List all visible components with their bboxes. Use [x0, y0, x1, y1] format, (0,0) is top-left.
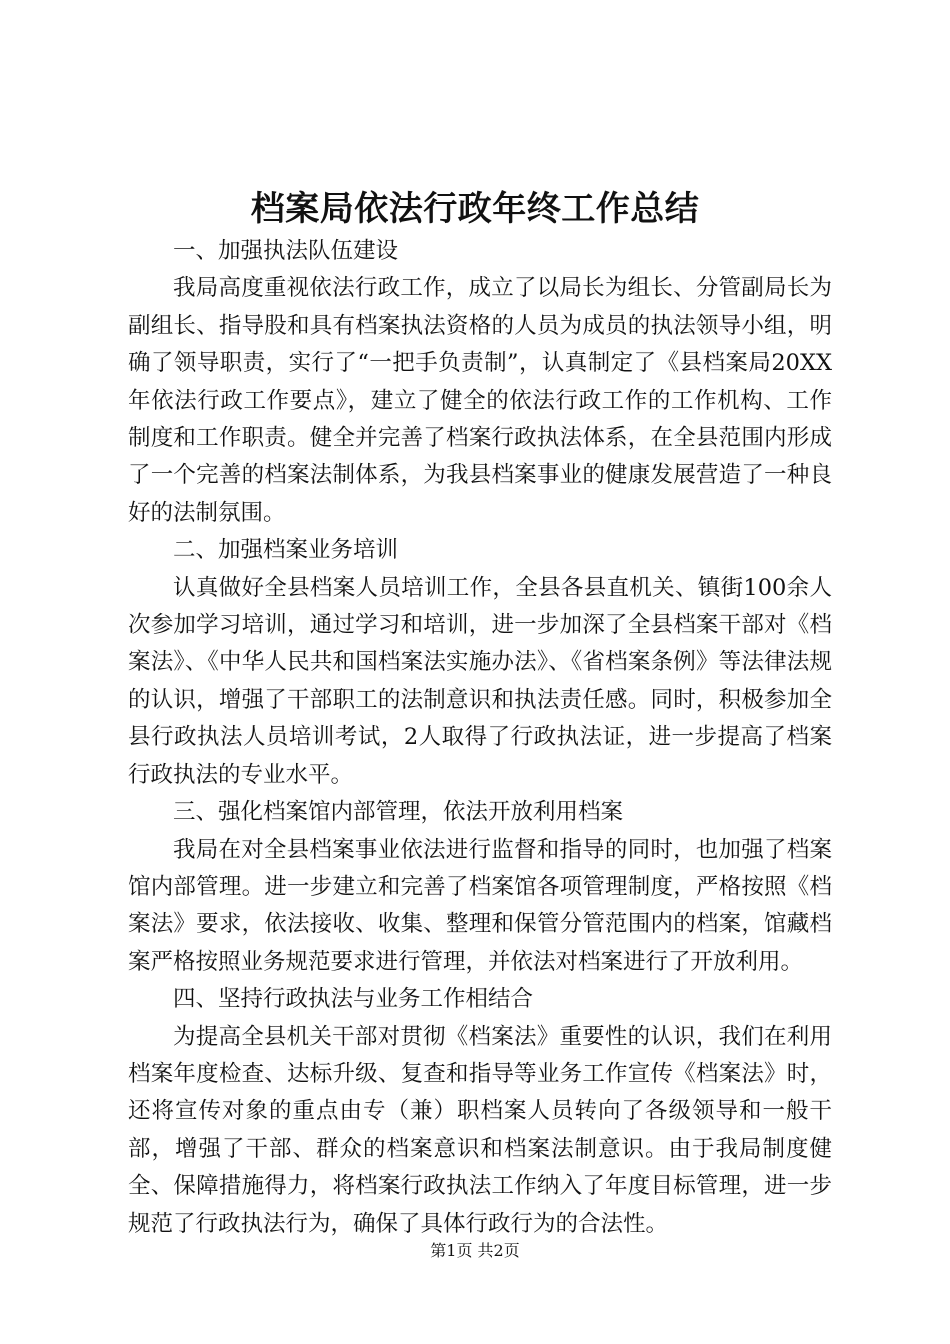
- document-body: [128, 233, 832, 1243]
- page-footer: 第1页 共2页: [430, 1241, 520, 1260]
- section-paragraph: 我局在对全县档案事业依法进行监督和指导的同时，也加强了档案馆内部管理。进一步建立和完善了档案馆各项管理制度，严格按照《档案法》要求，依法接收、收集、整理和保管分管范围内的档案，馆藏档案严格按照业务规范要求进行管理，并依法对档案进行了开放利用。: [128, 836, 832, 975]
- section-heading: 三、强化档案馆内部管理，依法开放利用档案: [173, 799, 624, 826]
- section-heading: 一、加强执法队伍建设: [173, 238, 399, 264]
- section-paragraph: 认真做好全县档案人员培训工作，全县各县直机关、镇街100余人次参加学习培训，通过学习和培训，进一步加深了全县档案干部对《档案法》、《中华人民共和国档案法实施办法》、《省档案条例》等法律法规的认识，增强了干部职工的法制意识和执法责任感。同时，积极参加全县行政执法人员培训考试，2人取得了行政执法证，进一步提高了档案行政执法的专业水平。: [128, 574, 832, 788]
- section-heading: 二、加强档案业务培训: [173, 537, 399, 564]
- section-paragraph: 我局高度重视依法行政工作，成立了以局长为组长、分管副局长为副组长、指导股和具有档案执法资格的人员为成员的执法领导小组，明确了领导职责，实行了“一把手负责制”，认真制定了《县档案局20XX年依法行政工作要点》，建立了健全的依法行政工作的工作机构、工作制度和工作职责。健全并完善了档案行政执法体系，在全县范围内形成了一个完善的档案法制体系，为我县档案事业的健康发展营造了一种良好的法制氛围。: [128, 275, 832, 526]
- section-paragraph: 为提高全县机关干部对贯彻《档案法》重要性的认识，我们在利用档案年度检查、达标升级、复查和指导等业务工作宣传《档案法》时，还将宣传对象的重点由专（兼）职档案人员转向了各级领导和一般干部，增强了干部、群众的档案意识和档案法制意识。由于我局制度健全、保障措施得力，将档案行政执法工作纳入了年度目标管理，进一步规范了行政执法行为，确保了具体行政行为的合法性。: [128, 1023, 832, 1237]
- section-heading: 四、坚持行政执法与业务工作相结合: [173, 986, 534, 1013]
- document-title: 档案局依法行政年终工作总结: [250, 189, 700, 229]
